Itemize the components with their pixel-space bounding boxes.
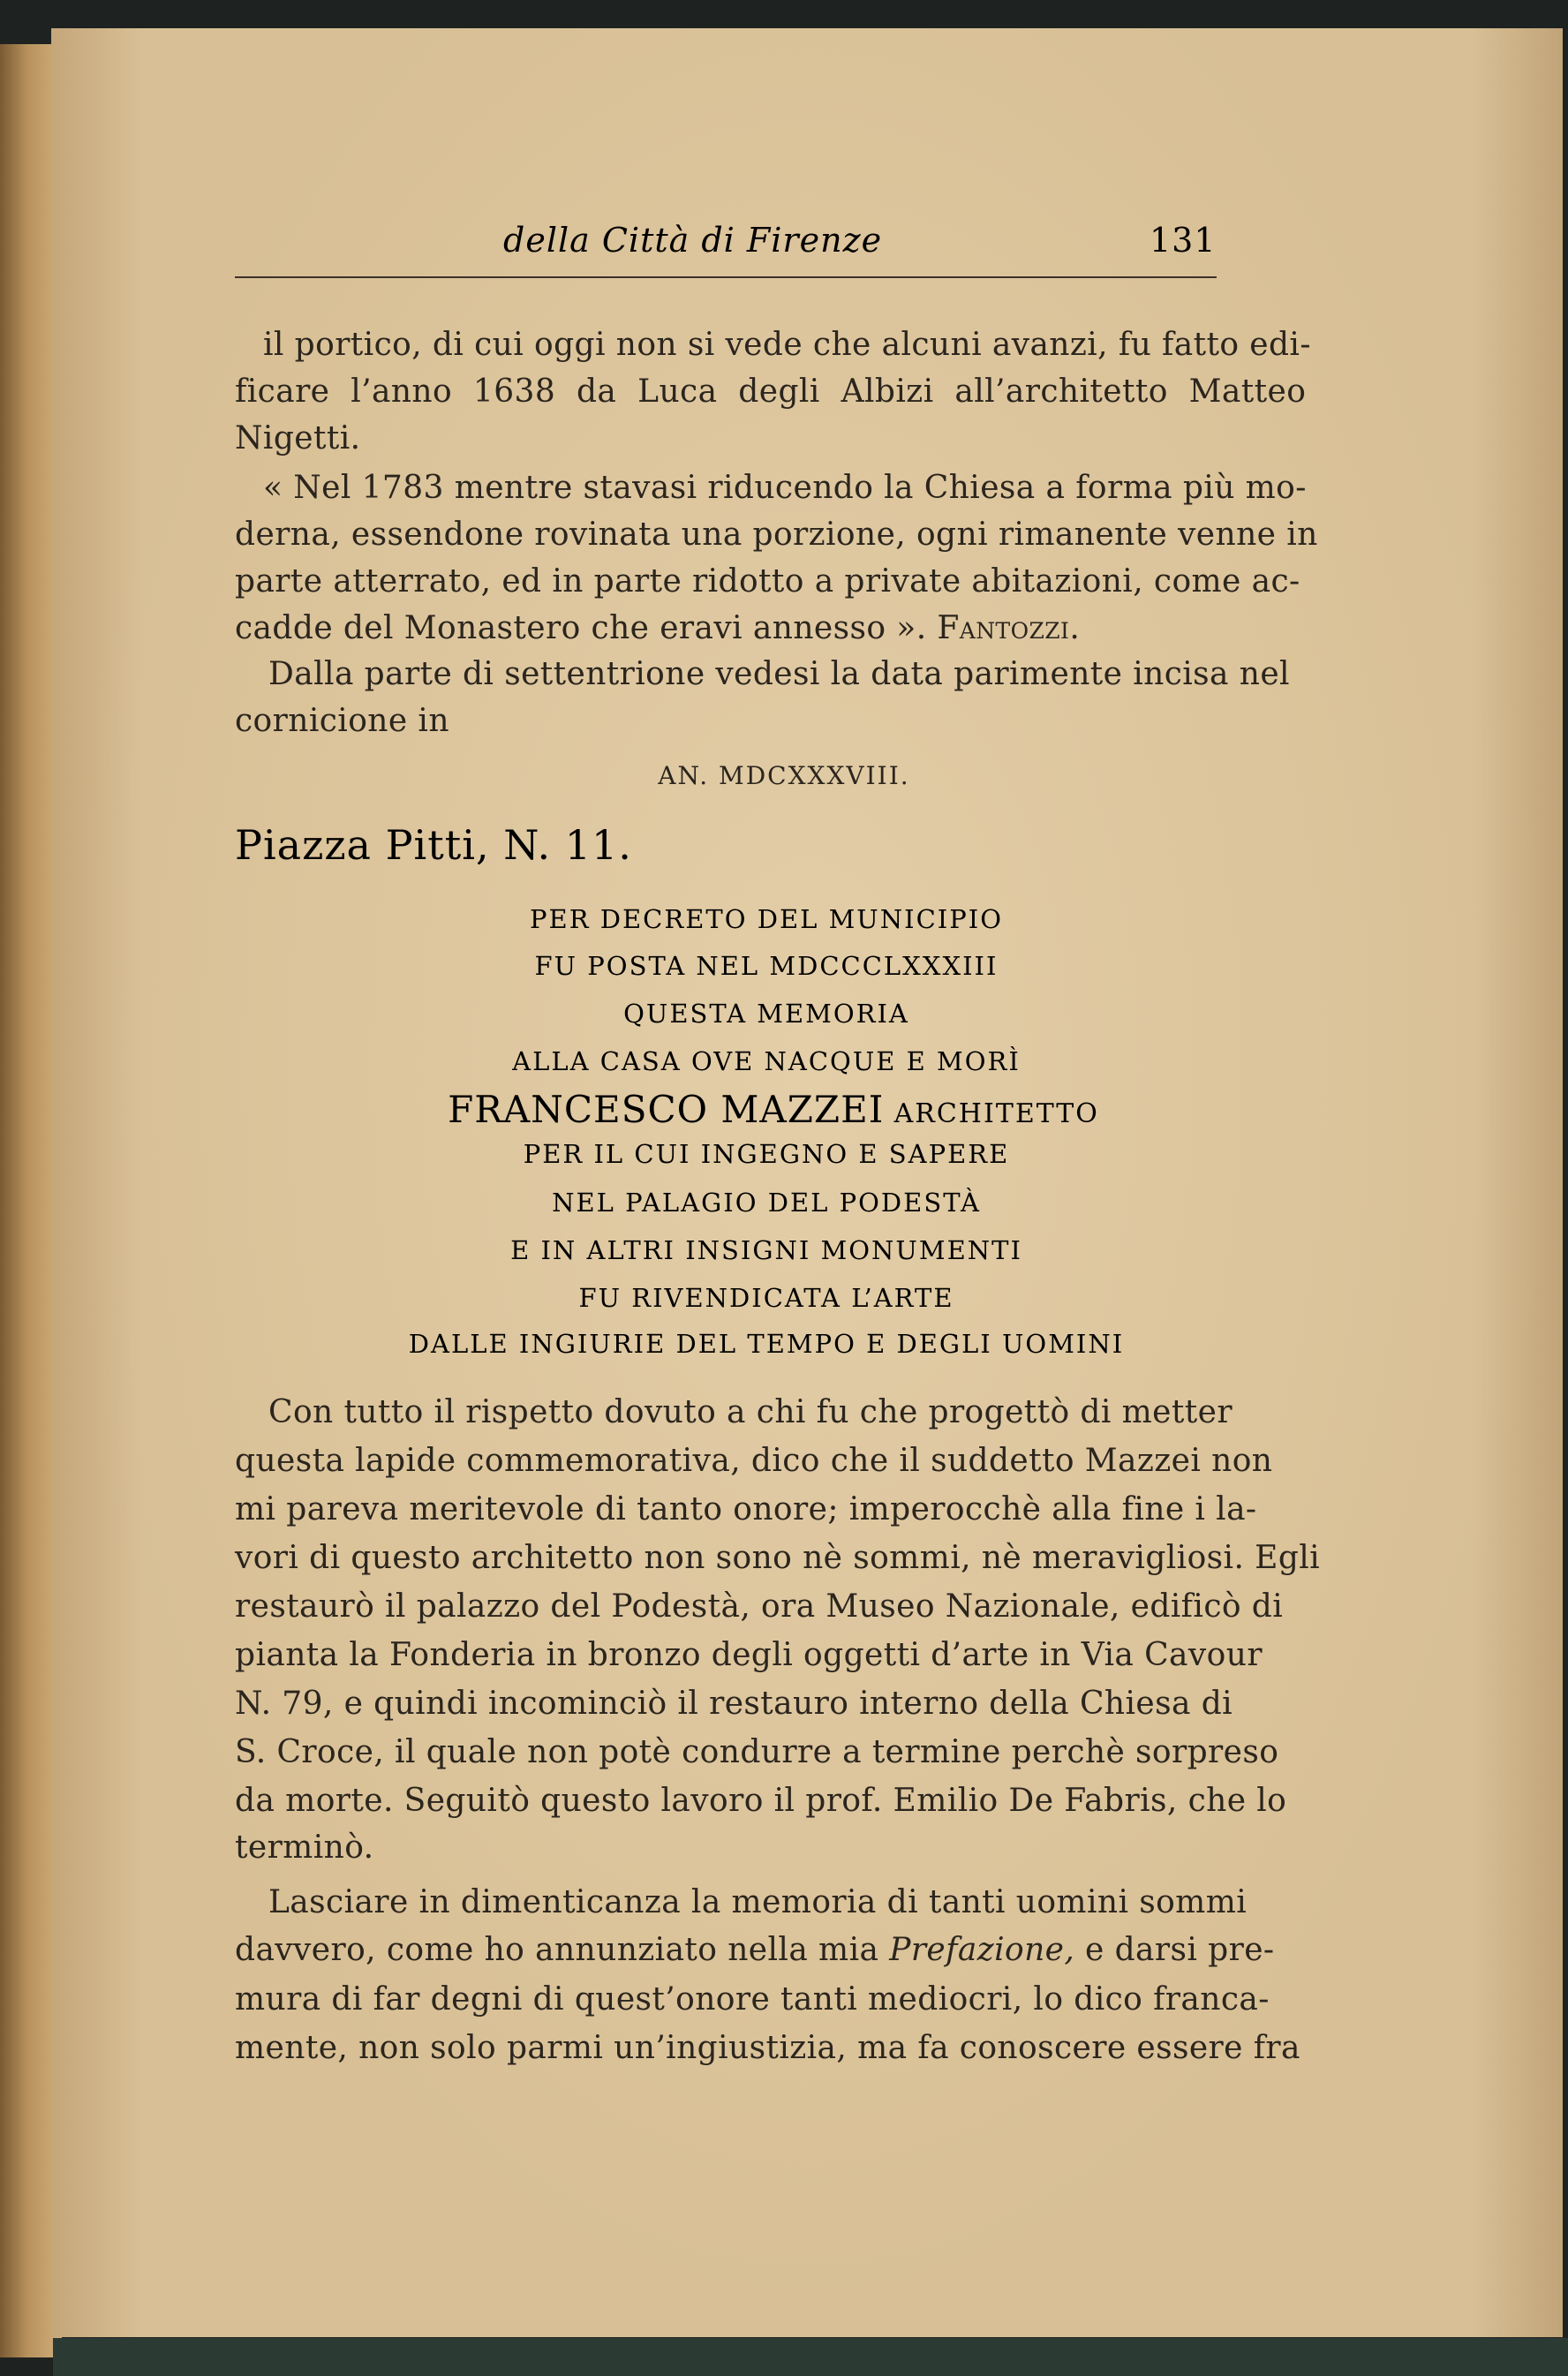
paragraph-4-line: S. Croce, il quale non potè condurre a termine perchè sorpreso xyxy=(235,1734,1279,1770)
inscription-name: FRANCESCO MAZZEI xyxy=(448,1088,885,1131)
inscription-line: QUESTA MEMORIA xyxy=(623,999,909,1029)
paragraph-4-line: questa lapide commemorativa, dico che il suddetto Mazzei non xyxy=(235,1443,1273,1479)
paragraph-2-line: parte atterrato, ed in parte ridotto a private abitazioni, come ac- xyxy=(235,563,1300,600)
paragraph-5-line: mente, non solo parmi un’ingiustizia, ma fa conoscere essere fra xyxy=(235,2030,1300,2066)
book-cover-strip xyxy=(53,2338,1568,2376)
paragraph-5-text: e darsi pre- xyxy=(1074,1932,1275,1968)
paragraph-3-line: Dalla parte di settentrione vedesi la data parimente incisa nel xyxy=(268,656,1290,692)
prefazione-italic: Prefazione, xyxy=(889,1932,1075,1968)
paragraph-4-line: pianta la Fonderia in bronzo degli oggetti d’arte in Via Cavour xyxy=(235,1637,1263,1673)
citation-author: Fantozzi. xyxy=(937,610,1081,646)
paragraph-4-line: terminò. xyxy=(235,1829,374,1866)
inscription-line: PER IL CUI INGEGNO E SAPERE xyxy=(523,1139,1010,1169)
paragraph-2-line xyxy=(235,605,1080,652)
inscription-line: FU RIVENDICATA L’ARTE xyxy=(578,1283,954,1313)
paragraph-2-line: « Nel 1783 mentre stavasi riducendo la Chiesa a forma più mo- xyxy=(263,470,1307,506)
inscription-line: ALLA CASA OVE NACQUE E MORÌ xyxy=(512,1046,1021,1076)
page-number: 131 xyxy=(1150,221,1217,260)
inscription-line: NEL PALAGIO DEL PODESTÀ xyxy=(552,1188,981,1218)
running-title: della Città di Firenze xyxy=(503,221,883,260)
date-inscription: AN. MDCXXXVIII. xyxy=(658,761,910,790)
paragraph-4-line: da morte. Seguitò questo lavoro il prof. Emilio De Fabris, che lo xyxy=(235,1783,1287,1819)
inscription-line: FU POSTA NEL MDCCCLXXXIII xyxy=(534,951,999,981)
paragraph-5-text: davvero, come ho annunziato nella mia xyxy=(235,1932,890,1968)
paragraph-1-line: il portico, di cui oggi non si vede che alcuni avanzi, fu fatto edi- xyxy=(263,327,1311,363)
paragraph-5-line: mura di far degni di quest’onore tanti mediocri, lo dico franca- xyxy=(235,1981,1270,2018)
paragraph-4-line: Con tutto il rispetto dovuto a chi fu che progettò di metter xyxy=(268,1394,1233,1430)
inscription-line: E IN ALTRI INSIGNI MONUMENTI xyxy=(510,1235,1022,1265)
section-title: Piazza Pitti, N. 11. xyxy=(235,821,632,869)
paragraph-4-line: vori di questo architetto non sono nè sommi, nè meravigliosi. Egli xyxy=(235,1540,1321,1576)
inscription-name-line xyxy=(0,1088,1557,1131)
header-rule xyxy=(235,276,1217,278)
paragraph-2-text: cadde del Monastero che eravi annesso ». xyxy=(235,610,938,646)
paragraph-2-line: derna, essendone rovinata una porzione, ogni rimanente venne in xyxy=(235,517,1318,553)
inscription-line: PER DECRETO DEL MUNICIPIO xyxy=(530,904,1003,934)
paragraph-5-line xyxy=(235,1927,1274,1973)
paragraph-1-line: Nigetti. xyxy=(235,420,361,456)
inscription-role: ARCHITETTO xyxy=(893,1098,1099,1129)
paragraph-4-line: restaurò il palazzo del Podestà, ora Museo Nazionale, edificò di xyxy=(235,1588,1284,1625)
paragraph-4-line: mi pareva meritevole di tanto onore; imperocchè alla fine i la- xyxy=(235,1491,1257,1527)
paragraph-4-line: N. 79, e quindi incominciò il restauro interno della Chiesa di xyxy=(235,1686,1233,1722)
paragraph-3-line: cornicione in xyxy=(235,703,449,739)
paragraph-1-line: ficare l’anno 1638 da Luca degli Albizi all’architetto Matteo xyxy=(235,373,1307,410)
inscription-line: DALLE INGIURIE DEL TEMPO E DEGLI UOMINI xyxy=(408,1329,1125,1359)
paragraph-5-line: Lasciare in dimenticanza la memoria di tanti uomini sommi xyxy=(268,1884,1248,1920)
